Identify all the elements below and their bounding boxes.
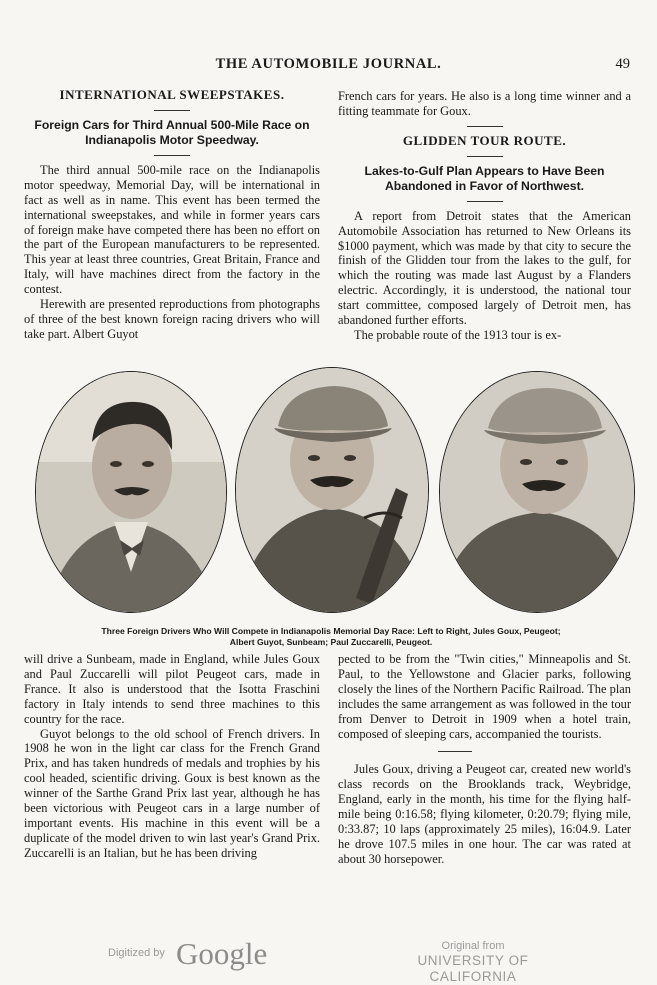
caption-line: Three Foreign Drivers Who Will Compete in Indianapolis Memorial Day Race: Left to Right, Jules Goux, Peugeot; [101,626,561,636]
right-column-bottom [338,652,631,867]
article-subtitle-sweepstakes: Foreign Cars for Third Annual 500-Mile Race on Indianapolis Motor Speedway. [34,117,310,147]
photo-caption [22,626,640,648]
paragraph: A report from Detroit states that the American Automobile Association has returned to New Orleans its $1000 payment, which was made by that city to secure the finish of the Glidden tour from the lakes to the gulf, for which the routing was made last August by a Flanders electric. Accordingly, it is understood, the national tour start committee, composed largely of Detroit men, has abandoned further efforts. [338,208,631,328]
page-number: 49 [615,56,630,72]
section-rule [438,751,472,752]
paragraph: The third annual 500-mile race on the Indianapolis motor speedway, Memorial Day, will be international in fact as well as in name. This event has been termed the international sweepstakes, and while in former years cars of foreign make have competed there has been no effort on the part of the European manufacturers to be represented. This year at least three countries, Great Britain, France and Italy, will have machines direct from the factory in the contest. [24,162,320,297]
article-title-glidden: GLIDDEN TOUR ROUTE. [402,132,567,148]
title-rule [154,110,190,111]
original-from-label: Original from [441,940,505,952]
source-credit [378,940,568,985]
section-rule [467,126,503,127]
title-rule [467,156,503,157]
digitized-by-label: Digitized by [108,947,165,959]
left-column-bottom [24,652,320,861]
subtitle-rule [154,155,190,156]
institution-name: UNIVERSITY OF CALIFORNIA [417,953,529,984]
paragraph: Herewith are presented reproductions from photographs of three of the best known foreign racing drivers who will take part. Albert Guyot [24,297,320,341]
paragraph: will drive a Sunbeam, made in England, while Jules Goux and Paul Zuccarelli will pilot Peugeot cars, made in France. It also is understood that the Isotta Fraschini factory in Italy intends to send three machines to this country for the race. [24,652,320,726]
running-head: THE AUTOMOBILE JOURNAL. [215,56,442,72]
google-logo: Google [176,936,268,971]
photo-paul-zuccarelli [439,371,635,613]
paragraph: Guyot belongs to the old school of French drivers. In 1908 he won in the light car class for the French Grand Prix, and has taken hundreds of medals and trophies by his cool headed, scientific driving. Goux is best known as the winner of the Sarthe Grand Prix last year, although he has been victorious with Peugeot cars in a large number of important events. His machine in this event will be a duplicate of the model driven to win last year's Grand Prix. Zuccarelli is an Italian, but he has been driving [24,726,320,860]
right-column-top [338,89,631,343]
photo-albert-guyot [235,367,429,613]
paragraph: pected to be from the "Twin cities," Minneapolis and St. Paul, to the Yellowstone and Glacier parks, following closely the lines of the Northern Pacific Railroad. The plan includes the same arrangement as was followed in the tour from Denver to Detroit in 1909 when a hotel train, composed of sleeping cars, accompanied the tourists. [338,652,631,741]
paragraph: French cars for years. He also is a long time winner and a fitting teammate for Goux. [338,89,631,118]
photo-jules-goux [35,371,227,613]
article-title-sweepstakes: INTERNATIONAL SWEEPSTAKES. [59,87,285,102]
article-subtitle-glidden: Lakes-to-Gulf Plan Appears to Have Been Abandoned in Favor of Northwest. [364,163,605,193]
subtitle-rule [467,201,503,202]
left-column-top [24,88,320,342]
caption-line: Albert Guyot, Sunbeam; Paul Zuccarelli, Peugeot. [229,637,433,647]
driver-photos [27,365,637,615]
paragraph: Jules Goux, driving a Peugeot car, created new world's class records on the Brooklands track, Weybridge, England, early in the month, his time for the flying half-mile being 0:16.58; flying kilometer, 0:20.79; flying mile, 0:33.87; 10 laps (approximately 25 miles), 16:04.9. Later he drove 107.5 miles in one hour. The car was rated at about 30 horsepower. [338,762,631,866]
paragraph: The probable route of the 1913 tour is ex- [354,327,562,342]
